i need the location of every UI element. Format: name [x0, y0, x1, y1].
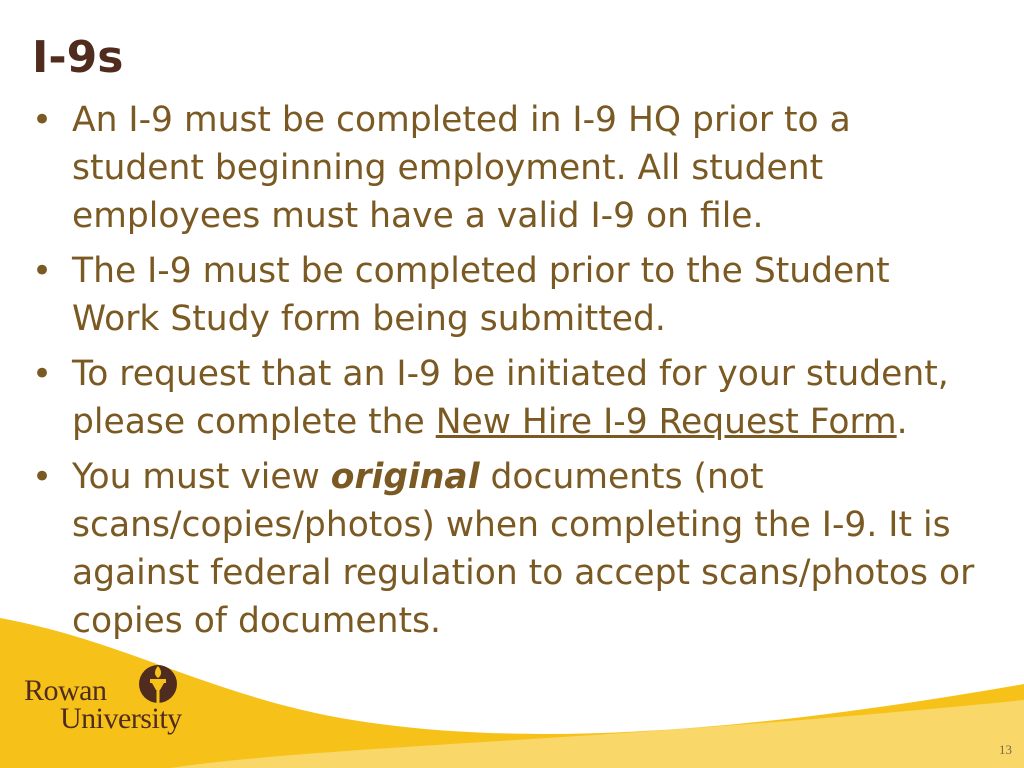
- bullet-text: documents (not: [479, 457, 764, 497]
- bullet-text: please complete the: [72, 402, 436, 442]
- rowan-university-logo: [24, 658, 214, 750]
- bullet-line: against federal regulation to accept scans/photos or: [72, 553, 975, 593]
- bullet-item: [30, 247, 1005, 343]
- logo-wordmark-university: University: [60, 702, 182, 735]
- bullet-icon: •: [32, 100, 53, 140]
- logo-wordmark-rowan: Rowan: [24, 674, 107, 707]
- bullet-line: Work Study form being submitted.: [72, 299, 666, 339]
- bullet-item: [30, 350, 1005, 446]
- bullet-line: The I-9 must be completed prior to the Student: [72, 251, 890, 291]
- slide-title: I-9s: [32, 32, 124, 83]
- bullet-list: [30, 96, 1005, 652]
- bullet-item: [30, 96, 1005, 240]
- bullet-line: [72, 398, 1005, 446]
- bullet-item: [30, 453, 1005, 645]
- bullet-icon: •: [32, 457, 53, 497]
- bullet-line: [72, 453, 1005, 501]
- bullet-line: To request that an I-9 be initiated for your student,: [72, 354, 949, 394]
- emphasis-text: original: [330, 457, 480, 497]
- bullet-line: scans/copies/photos) when completing the I-9. It is: [72, 505, 951, 545]
- page-number: 13: [999, 742, 1012, 757]
- bullet-line: employees must have a valid I-9 on file.: [72, 196, 764, 236]
- bullet-text: You must view: [72, 457, 331, 497]
- new-hire-i9-request-form-link[interactable]: New Hire I-9 Request Form: [435, 402, 897, 442]
- bullet-text: .: [896, 402, 908, 442]
- bullet-icon: •: [32, 251, 53, 291]
- bullet-line: An I-9 must be completed in I-9 HQ prior to a: [72, 100, 851, 140]
- bullet-line: copies of documents.: [72, 601, 441, 641]
- bullet-line: student beginning employment. All student: [72, 148, 824, 188]
- bullet-icon: •: [32, 354, 53, 394]
